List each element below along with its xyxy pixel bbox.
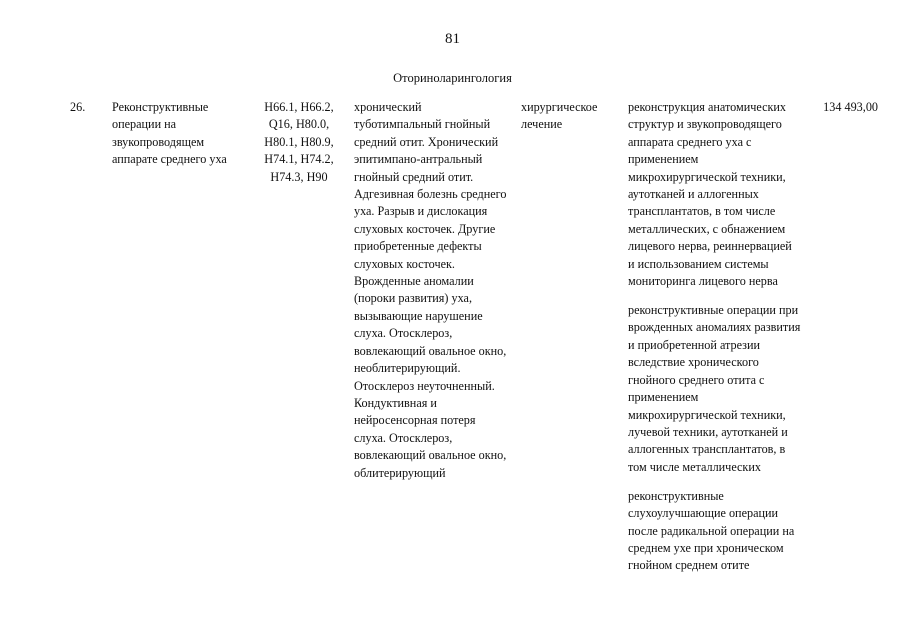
treatment-method-item xyxy=(628,99,818,290)
method-line: среднем ухе при хроническом xyxy=(628,540,784,555)
operation-name-line: звукопроводящем xyxy=(112,134,205,149)
operation-name-cell xyxy=(112,99,252,169)
diagnosis-line: хронический xyxy=(354,100,422,114)
diagnosis-line: вовлекающий овальное окно, xyxy=(354,448,507,463)
method-line: врожденных аномалиях развития xyxy=(628,320,801,335)
method-line: после радикальной операции на xyxy=(628,523,795,538)
method-line: аппарата среднего уха с xyxy=(628,134,752,149)
method-line: мониторинга лицевого нерва xyxy=(628,274,778,289)
method-line: слухоулучшающие операции xyxy=(628,506,779,521)
method-line: лучевой техники, аутотканей и xyxy=(628,424,788,439)
operation-name-line: Реконструктивные xyxy=(112,100,209,114)
method-line: структур и звукопроводящего xyxy=(628,117,782,132)
section-title: Оториноларингология xyxy=(393,71,512,85)
method-line: аллогенных трансплантатов, в xyxy=(628,442,786,457)
method-line: применением xyxy=(628,390,699,405)
diagnosis-line: Отосклероз неуточненный. xyxy=(354,378,495,393)
diagnosis-cell xyxy=(354,99,522,482)
diagnosis-line: уха. Разрыв и дислокация xyxy=(354,204,488,219)
operation-name-line: аппарате среднего уха xyxy=(112,152,227,167)
treatment-type-line: лечение xyxy=(521,117,563,132)
method-line: и использованием системы xyxy=(628,256,769,271)
diagnosis-line: вовлекающий овальное окно, xyxy=(354,343,507,358)
page-number: 81 xyxy=(445,31,460,47)
diagnosis-line: Кондуктивная и xyxy=(354,395,437,410)
diagnosis-line: слуха. Отосклероз, xyxy=(354,326,453,341)
icd-codes-line: H80.1, H80.9, xyxy=(264,134,334,149)
method-line: гнойного среднего отита с xyxy=(628,372,765,387)
method-line: микрохирургической техники, xyxy=(628,169,786,184)
price-cell: 134 493,00 xyxy=(823,100,878,114)
diagnosis-line: Адгезивная болезнь среднего xyxy=(354,187,507,202)
diagnosis-line: нейросенсорная потеря xyxy=(354,413,476,428)
diagnosis-line: слуха. Отосклероз, xyxy=(354,430,453,445)
method-line: аутотканей и аллогенных xyxy=(628,187,759,202)
treatment-methods-cell xyxy=(628,99,818,586)
method-line: реконструктивные операции при xyxy=(628,303,799,318)
method-line: гнойном среднем отите xyxy=(628,558,750,573)
method-line: реконструктивные xyxy=(628,488,724,503)
method-line: и приобретенной атрезии xyxy=(628,337,761,352)
treatment-type-cell xyxy=(521,99,621,134)
operation-name-line: операции на xyxy=(112,117,177,132)
row-number: 26. xyxy=(70,100,86,114)
treatment-method-item xyxy=(628,302,818,476)
icd-codes-line: H74.1, H74.2, xyxy=(264,152,334,167)
diagnosis-line: вызывающие нарушение xyxy=(354,308,483,323)
method-line: микрохирургической техники, xyxy=(628,407,786,422)
icd-codes-line: Q16, H80.0, xyxy=(268,117,330,132)
diagnosis-line: приобретенные дефекты xyxy=(354,239,482,254)
diagnosis-line: слуховых косточек. Другие xyxy=(354,221,496,236)
diagnosis-line: гнойный средний отит. xyxy=(354,169,474,184)
method-line: трансплантатов, в том числе xyxy=(628,204,776,219)
icd-codes-line: H74.3, H90 xyxy=(270,169,328,184)
diagnosis-line: эпитимпано-антральный xyxy=(354,152,483,167)
diagnosis-line: Врожденные аномалии xyxy=(354,274,474,289)
treatment-method-item xyxy=(628,488,818,575)
diagnosis-line: туботимпальный гнойный xyxy=(354,117,491,132)
diagnosis-line: необлитерирующий. xyxy=(354,361,461,376)
icd-codes-cell xyxy=(256,99,342,186)
method-line: реконструкция анатомических xyxy=(628,100,787,114)
method-line: металлических, с обнажением xyxy=(628,221,786,236)
method-line: том числе металлических xyxy=(628,459,761,474)
diagnosis-line: (пороки развития) уха, xyxy=(354,291,472,306)
method-line: вследствие хронического xyxy=(628,355,759,370)
diagnosis-line: облитерирующий xyxy=(354,465,446,480)
method-line: применением xyxy=(628,152,699,167)
method-line: лицевого нерва, реиннервацией xyxy=(628,239,792,254)
diagnosis-line: средний отит. Хронический xyxy=(354,134,499,149)
diagnosis-line: слуховых косточек. xyxy=(354,256,455,271)
treatment-type-line: хирургическое xyxy=(521,100,598,114)
icd-codes-line: H66.1, H66.2, xyxy=(264,100,334,114)
